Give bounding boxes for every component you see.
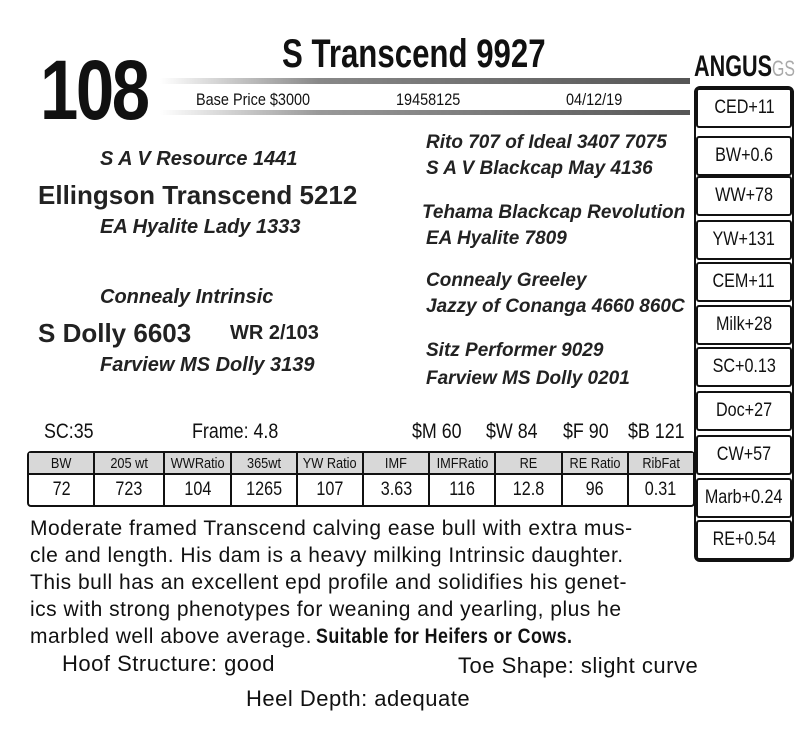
header-re: RE	[519, 454, 538, 472]
pedigree-right-6: Jazzy of Conanga 4660 860C	[426, 296, 685, 317]
pedigree-right-3: Tehama Blackcap Revolution	[422, 202, 686, 223]
pedigree-right-5: Connealy Greeley	[426, 270, 587, 291]
animal-name: S Transcend 9927	[282, 32, 546, 76]
epd-sc: SC+0.13	[696, 347, 792, 387]
pedigree-right-7: Sitz Performer 9029	[426, 340, 604, 361]
pedigree-right-8: Farview MS Dolly 0201	[426, 368, 630, 389]
value-bw: 72	[52, 479, 71, 500]
description-line-3: This bull has an excellent epd profile and solidifies his genet-	[30, 571, 628, 594]
pedigree-right-2: S A V Blackcap May 4136	[426, 158, 653, 179]
base-price: Base Price $3000	[196, 90, 311, 109]
epd-yw: YW+131	[696, 220, 792, 260]
header-yw-ratio: YW Ratio	[302, 454, 357, 472]
header-ww-ratio: WWRatio	[170, 454, 225, 472]
performance-value-row	[29, 475, 693, 505]
breed-logo: ANGUSGS	[694, 50, 795, 83]
epd-bw: BW+0.6	[696, 136, 792, 176]
value-ww-ratio: 104	[184, 479, 211, 500]
performance-header-row	[29, 453, 693, 475]
header-imf: IMF	[385, 454, 408, 472]
description-emphasis: Suitable for Heifers or Cows.	[316, 625, 573, 648]
epd-doc: Doc+27	[696, 391, 792, 431]
frame-score: Frame: 4.8	[192, 420, 279, 443]
description	[30, 515, 695, 650]
sire: Ellingson Transcend 5212	[38, 180, 358, 210]
toe-shape: Toe Shape: slight curve	[458, 653, 699, 678]
registration-number: 19458125	[396, 90, 461, 109]
pedigree-right-1: Rito 707 of Ideal 3407 7075	[426, 132, 667, 153]
hoof-structure: Hoof Structure: good	[62, 651, 276, 676]
epd-cem: CEM+11	[696, 262, 792, 302]
header-365wt: 365wt	[246, 454, 281, 472]
sire-sire: S A V Resource 1441	[100, 148, 298, 170]
header-rule-bottom	[160, 110, 690, 115]
header-rule-top	[160, 78, 690, 84]
value-imf: 3.63	[380, 479, 412, 500]
header-re-ratio: RE Ratio	[569, 454, 621, 472]
value-rib-fat: 0.31	[645, 479, 677, 500]
value-205wt: 723	[115, 479, 143, 500]
epd-ww: WW+78	[696, 176, 792, 216]
dam-dam: Farview MS Dolly 3139	[100, 354, 315, 376]
birth-date: 04/12/19	[566, 90, 623, 109]
dollar-w: $W 84	[486, 420, 538, 443]
header-rib-fat: RibFat	[642, 454, 680, 472]
dollar-f: $F 90	[563, 420, 609, 443]
epd-milk: Milk+28	[696, 305, 792, 345]
header-bw: BW	[50, 454, 72, 472]
epd-ced: CED+11	[696, 88, 792, 128]
value-imf-ratio: 116	[449, 479, 476, 500]
value-365wt: 1265	[245, 479, 282, 500]
dollar-b: $B 121	[628, 420, 685, 443]
value-re-ratio: 96	[585, 479, 604, 500]
performance-table	[27, 451, 695, 507]
lot-number: 108	[40, 43, 148, 137]
dam-sire: Connealy Intrinsic	[100, 286, 274, 308]
scrotal-circumference: SC:35	[44, 420, 94, 443]
sire-dam: EA Hyalite Lady 1333	[100, 216, 301, 238]
heel-depth: Heel Depth: adequate	[246, 686, 471, 711]
epd-cw: CW+57	[696, 435, 792, 475]
dollar-m: $M 60	[412, 420, 462, 443]
pedigree-right-4: EA Hyalite 7809	[426, 228, 567, 249]
dam-weaning-ratio: WR 2/103	[230, 322, 319, 344]
dam: S Dolly 6603	[38, 318, 192, 348]
header-imf-ratio: IMFRatio	[436, 454, 489, 472]
header-205wt: 205 wt	[110, 454, 149, 472]
description-line-1: Moderate framed Transcend calving ease bull with extra mus-	[30, 517, 633, 540]
value-re: 12.8	[512, 479, 545, 500]
description-line-4: ics with strong phenotypes for weaning and yearling, plus he	[30, 598, 622, 621]
epd-marb: Marb+0.24	[696, 478, 792, 518]
value-yw-ratio: 107	[316, 479, 344, 500]
epd-re: RE+0.54	[696, 520, 792, 560]
description-line-5: marbled well above average.	[30, 625, 312, 648]
description-line-2: cle and length. His dam is a heavy milking Intrinsic daughter.	[30, 544, 624, 567]
